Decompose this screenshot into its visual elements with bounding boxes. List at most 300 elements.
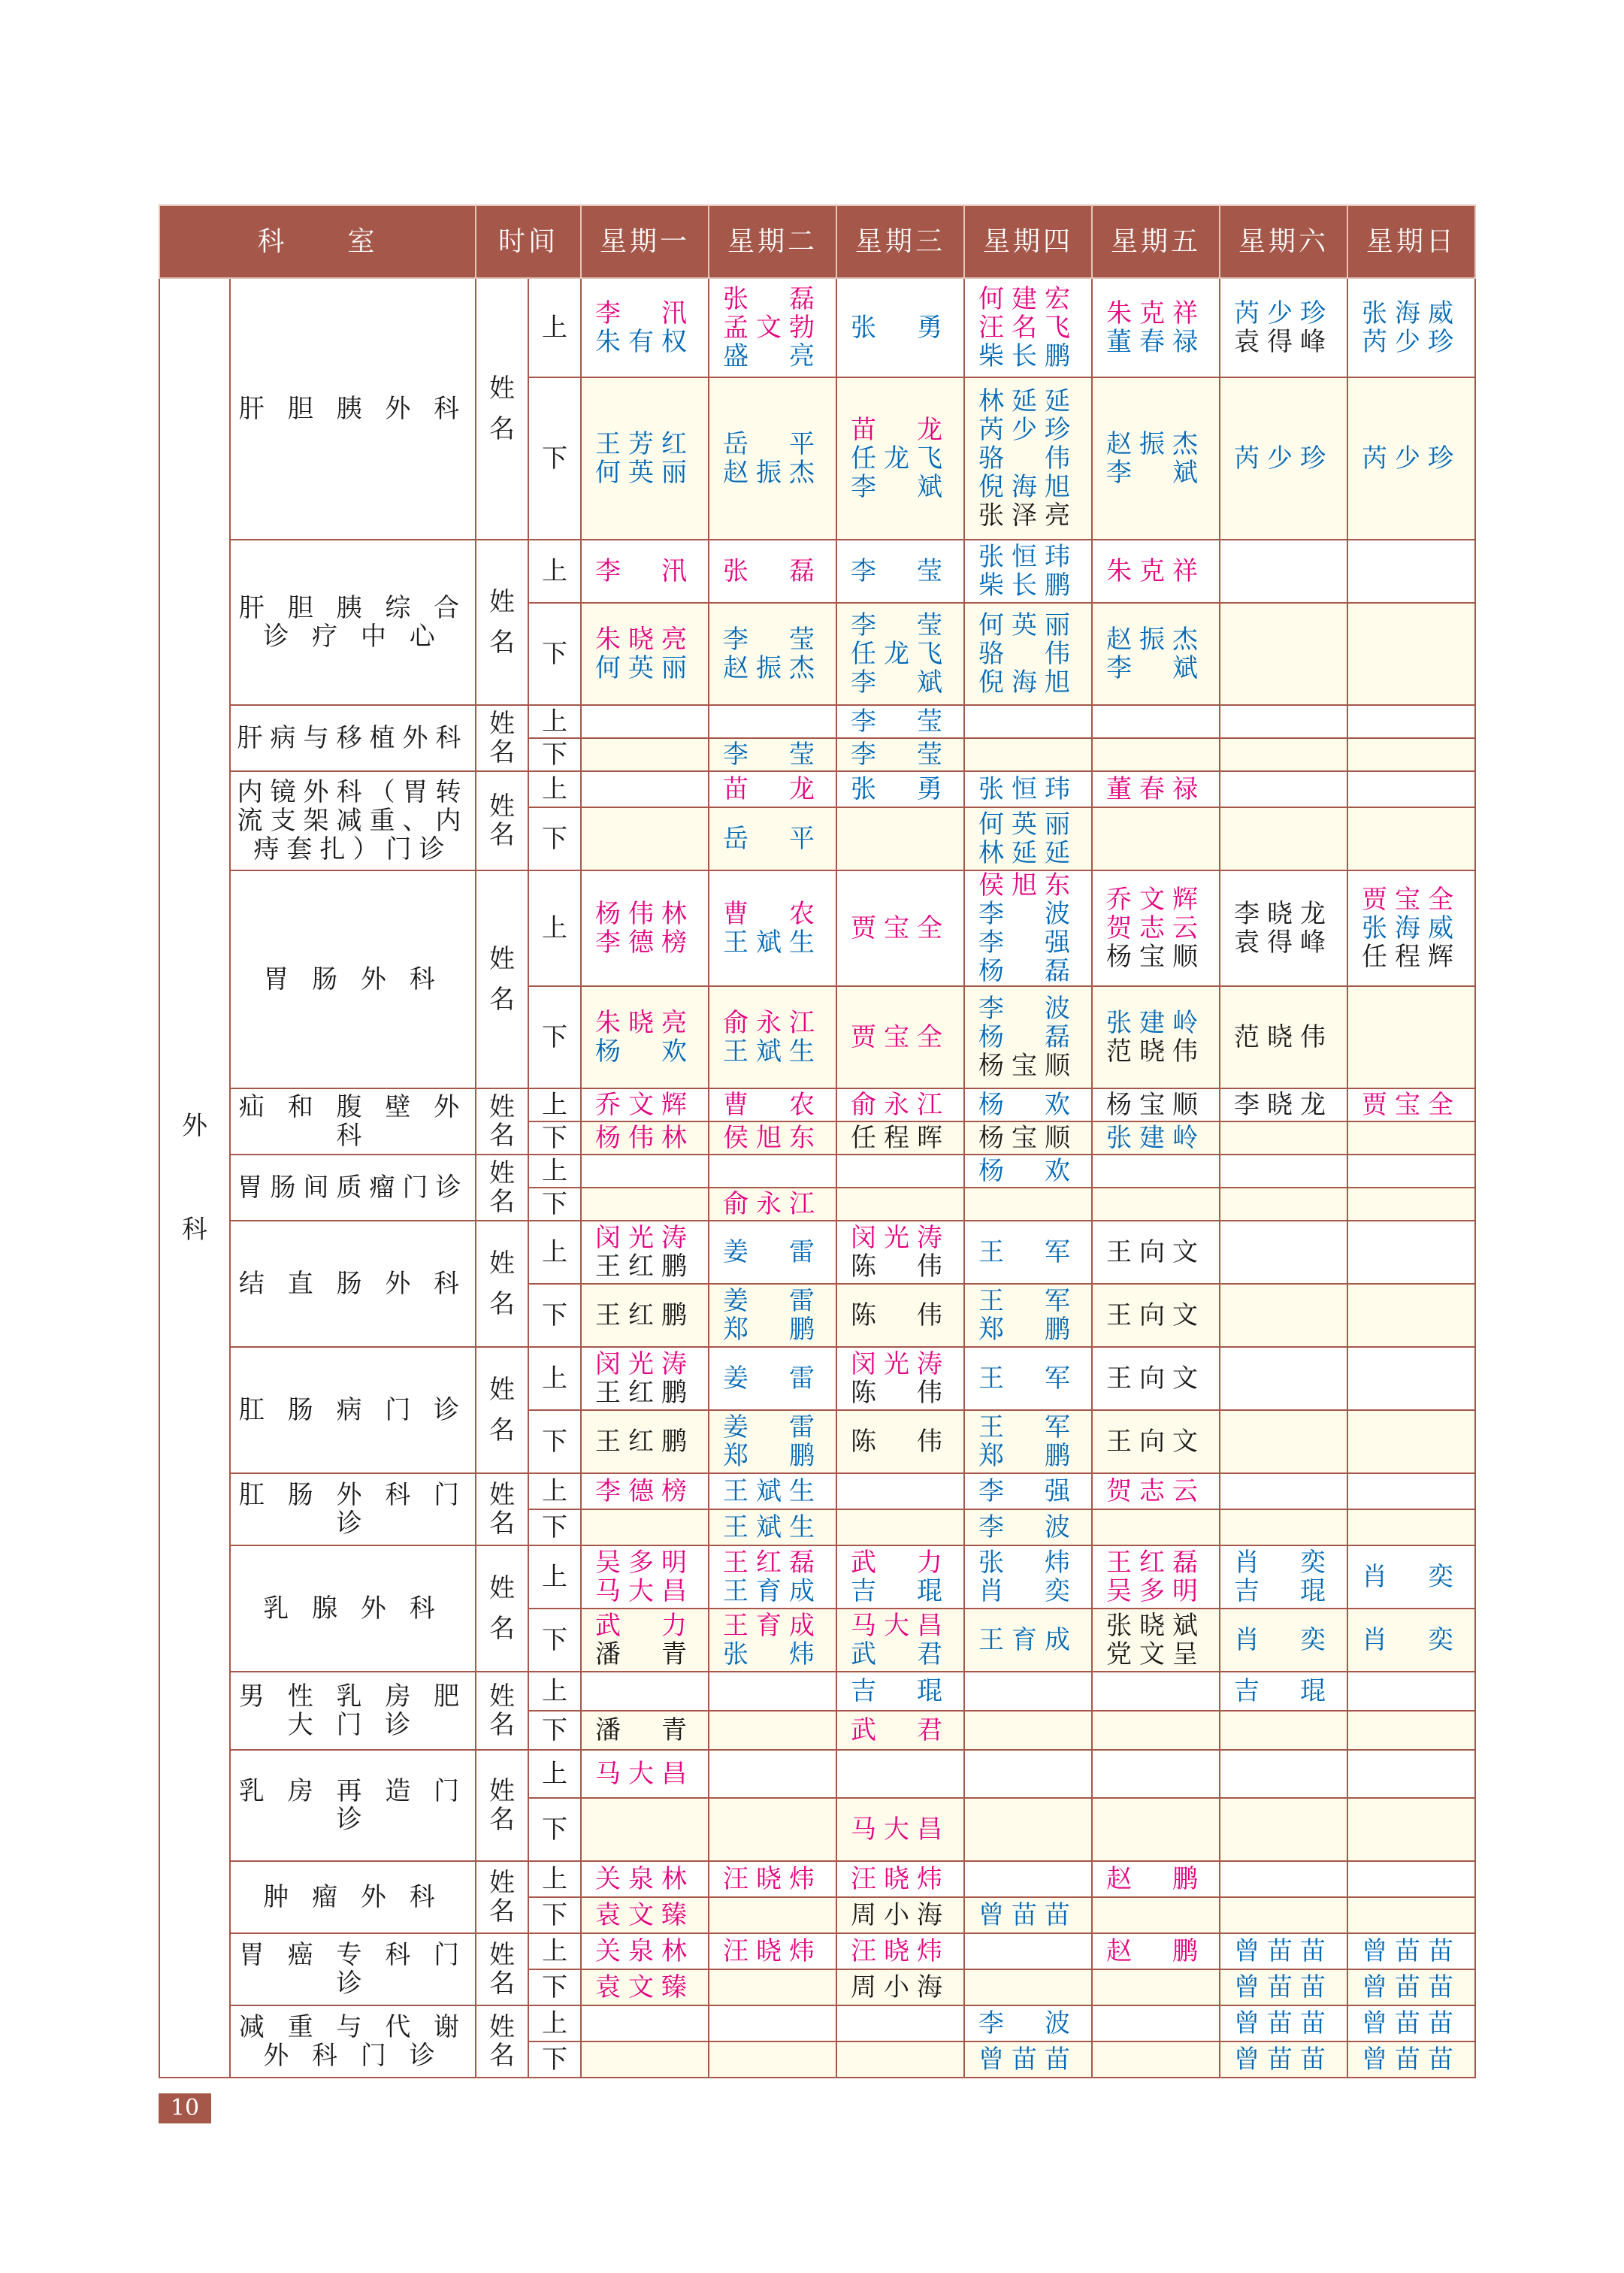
- doctor-cell: [1220, 1473, 1347, 1509]
- doctor-name: 杨伟林: [595, 1123, 695, 1153]
- schedule-row: [159, 1933, 1475, 1969]
- doctor-cell: [964, 738, 1092, 771]
- doctor-name: 王育成: [978, 1625, 1078, 1655]
- doctor-name: 任龙飞: [851, 443, 951, 474]
- doctor-cell: [709, 1969, 836, 2005]
- doctor-name: 董春禄: [1106, 774, 1206, 804]
- doctor-name: 李 斌: [1106, 458, 1206, 488]
- doctor-name: 汪晓炜: [723, 1936, 823, 1966]
- time-slot-pm: 下: [528, 807, 581, 870]
- doctor-name: 袁文臻: [595, 1900, 695, 1930]
- doctor-cell: [1347, 278, 1475, 377]
- schedule-row: [159, 1545, 1475, 1609]
- department-name: 胃肠间质瘤门诊: [230, 1155, 476, 1221]
- name-label-char: 名: [489, 1896, 516, 1926]
- doctor-cell: [1092, 2041, 1220, 2078]
- time-slot-pm: 下: [528, 1798, 581, 1861]
- doctor-name: 何英丽: [978, 810, 1078, 840]
- doctor-name: 芮少珍: [1362, 443, 1462, 474]
- doctor-name: 闵光涛: [851, 1223, 951, 1253]
- department-name: 胃 癌 专 科 门 诊: [230, 1933, 476, 2005]
- doctor-name: 肖 奕: [1362, 1562, 1462, 1592]
- doctor-name: 袁得峰: [1234, 928, 1334, 958]
- time-slot-pm: 下: [528, 1410, 581, 1473]
- doctor-name: 李 莹: [851, 707, 951, 737]
- doctor-cell: [709, 1155, 836, 1188]
- doctor-cell: [709, 540, 836, 603]
- doctor-cell: [1220, 377, 1347, 540]
- doctor-name: 李 莹: [723, 625, 823, 655]
- doctor-cell: [1347, 377, 1475, 540]
- doctor-name: 赵振杰: [1106, 625, 1206, 655]
- doctor-cell: [709, 1473, 836, 1509]
- doctor-name: 杨 欢: [595, 1037, 695, 1067]
- doctor-cell: [836, 1798, 964, 1861]
- doctor-cell: [836, 1155, 964, 1188]
- doctor-cell: [1220, 1155, 1347, 1188]
- doctor-cell: [964, 1410, 1092, 1473]
- doctor-cell: [1347, 540, 1475, 603]
- doctor-cell: [709, 1897, 836, 1933]
- doctor-cell: [964, 540, 1092, 603]
- doctor-name: 王芳红: [595, 429, 695, 459]
- doctor-cell: [1347, 986, 1475, 1088]
- doctor-cell: [836, 1347, 964, 1410]
- doctor-name: 王育成: [723, 1576, 823, 1606]
- doctor-cell: [1092, 2005, 1220, 2041]
- doctor-name: 张 勇: [851, 774, 951, 804]
- name-label-char: 姓: [489, 709, 516, 739]
- doctor-cell: [709, 1221, 836, 1284]
- doctor-cell: [581, 1121, 709, 1155]
- doctor-name: 杨宝顺: [978, 1123, 1078, 1153]
- doctor-cell: [1220, 1798, 1347, 1861]
- schedule-row: [159, 1347, 1475, 1410]
- doctor-name: 芮少珍: [1362, 327, 1462, 357]
- doctor-name: 李 汛: [595, 298, 695, 328]
- doctor-name: 吴多明: [595, 1548, 695, 1578]
- doctor-cell: [836, 986, 964, 1088]
- doctor-name: 汪晓炜: [723, 1864, 823, 1894]
- doctor-cell: [709, 603, 836, 705]
- name-label-char: 姓: [489, 944, 516, 974]
- doctor-cell: [836, 1897, 964, 1933]
- name-label-char: 姓: [489, 1158, 516, 1188]
- doctor-name: 王向文: [1106, 1237, 1206, 1267]
- doctor-cell: [1347, 1155, 1475, 1188]
- doctor-cell: [1347, 705, 1475, 738]
- doctor-name: 潘 青: [595, 1715, 695, 1745]
- doctor-cell: [581, 1897, 709, 1933]
- doctor-name: 李晓龙: [1234, 899, 1334, 929]
- doctor-cell: [709, 1861, 836, 1897]
- doctor-name: 贺志云: [1106, 913, 1206, 943]
- doctor-cell: [581, 2005, 709, 2041]
- doctor-name: 关泉林: [595, 1864, 695, 1894]
- doctor-cell: [964, 807, 1092, 870]
- doctor-cell: [1092, 1672, 1220, 1711]
- doctor-name: 曾苗苗: [1234, 2044, 1334, 2075]
- schedule-row: [159, 540, 1475, 603]
- doctor-cell: [1347, 1897, 1475, 1933]
- doctor-name: 汪名飞: [978, 313, 1078, 343]
- doctor-cell: [836, 1545, 964, 1609]
- doctor-cell: [1347, 771, 1475, 807]
- doctor-cell: [964, 1897, 1092, 1933]
- doctor-name: 杨 欢: [978, 1156, 1078, 1186]
- doctor-cell: [964, 1088, 1092, 1121]
- doctor-cell: [964, 278, 1092, 377]
- time-slot-am: 上: [528, 1933, 581, 1969]
- doctor-cell: [836, 2041, 964, 2078]
- doctor-cell: [581, 1347, 709, 1410]
- doctor-cell: [1092, 1750, 1220, 1798]
- doctor-name: 李 莹: [851, 610, 951, 640]
- doctor-cell: [836, 1933, 964, 1969]
- doctor-name: 姜 雷: [723, 1286, 823, 1316]
- header-day: 星期三: [836, 205, 964, 278]
- name-label-char: 姓: [489, 1681, 516, 1712]
- name-label: [476, 1221, 528, 1347]
- doctor-name: 芮少珍: [1234, 443, 1334, 474]
- doctor-cell: [1220, 1284, 1347, 1347]
- doctor-name: 闵光涛: [595, 1223, 695, 1253]
- doctor-cell: [836, 278, 964, 377]
- doctor-name: 武 君: [851, 1715, 951, 1745]
- doctor-name: 曾苗苗: [978, 2044, 1078, 2075]
- header-time: 时间: [476, 205, 581, 278]
- doctor-name: 潘 青: [595, 1639, 695, 1669]
- name-label: [476, 2005, 528, 2078]
- name-label-char: 名: [489, 1187, 516, 1217]
- schedule-row: [159, 1155, 1475, 1188]
- doctor-name: 张泽亮: [978, 501, 1078, 531]
- doctor-cell: [1347, 2005, 1475, 2041]
- doctor-name: 姜 雷: [723, 1363, 823, 1394]
- doctor-cell: [836, 870, 964, 986]
- doctor-name: 任程晖: [851, 1123, 951, 1153]
- department-name: 乳 腺 外 科: [230, 1545, 476, 1672]
- doctor-name: 王红磊: [723, 1548, 823, 1578]
- doctor-cell: [1220, 1221, 1347, 1284]
- doctor-cell: [709, 377, 836, 540]
- time-slot-pm: 下: [528, 603, 581, 705]
- doctor-name: 范晓伟: [1106, 1037, 1206, 1067]
- schedule-row: [159, 771, 1475, 807]
- doctor-cell: [836, 1410, 964, 1473]
- name-label: [476, 771, 528, 870]
- time-slot-pm: 下: [528, 1609, 581, 1672]
- header-dept: 科 室: [159, 205, 476, 278]
- category-gap: [160, 1140, 229, 1215]
- doctor-name: 柴长鹏: [978, 341, 1078, 371]
- doctor-name: 张 炜: [723, 1639, 823, 1669]
- doctor-name: 王 军: [978, 1412, 1078, 1442]
- name-label-gap: [476, 1278, 528, 1290]
- header-day: 星期二: [709, 205, 836, 278]
- name-label-char: 名: [489, 1969, 516, 1999]
- doctor-name: 柴长鹏: [978, 571, 1078, 601]
- doctor-name: 朱有权: [595, 327, 695, 357]
- doctor-name: 岳 平: [723, 429, 823, 459]
- doctor-cell: [709, 1750, 836, 1798]
- doctor-cell: [1220, 2005, 1347, 2041]
- doctor-cell: [1092, 377, 1220, 540]
- doctor-name: 王斌生: [723, 928, 823, 958]
- doctor-cell: [964, 1672, 1092, 1711]
- doctor-name: 李 波: [978, 994, 1078, 1024]
- name-label-char: 名: [489, 985, 516, 1015]
- doctor-name: 汪晓炜: [851, 1936, 951, 1966]
- doctor-cell: [964, 1798, 1092, 1861]
- doctor-name: 李德榜: [595, 1476, 695, 1506]
- time-slot-am: 上: [528, 1545, 581, 1609]
- doctor-cell: [836, 1861, 964, 1897]
- doctor-name: 张 磊: [723, 284, 823, 314]
- time-slot-pm: 下: [528, 1969, 581, 2005]
- doctor-name: 李 斌: [1106, 653, 1206, 683]
- doctor-cell: [1220, 1410, 1347, 1473]
- doctor-name: 林延延: [978, 386, 1078, 416]
- time-slot-am: 上: [528, 771, 581, 807]
- doctor-cell: [581, 986, 709, 1088]
- doctor-name: 任程辉: [1362, 942, 1462, 972]
- doctor-cell: [581, 1933, 709, 1969]
- doctor-cell: [836, 1711, 964, 1750]
- doctor-name: 芮少珍: [1234, 298, 1334, 328]
- department-name: 肝 胆 胰 外 科: [230, 278, 476, 540]
- time-slot-am: 上: [528, 870, 581, 986]
- doctor-cell: [1220, 771, 1347, 807]
- department-name: 内镜外科（胃转流支架减重、内痔套扎）门诊: [230, 771, 476, 870]
- doctor-cell: [1220, 1609, 1347, 1672]
- doctor-name: 武 君: [851, 1639, 951, 1669]
- doctor-name: 曹 农: [723, 899, 823, 929]
- doctor-name: 王红磊: [1106, 1548, 1206, 1578]
- doctor-name: 王红鹏: [595, 1427, 695, 1457]
- doctor-cell: [964, 603, 1092, 705]
- doctor-name: 姜 雷: [723, 1412, 823, 1442]
- doctor-cell: [836, 1221, 964, 1284]
- name-label-char: 姓: [489, 1940, 516, 1970]
- name-label-char: 名: [489, 1289, 516, 1319]
- doctor-cell: [1347, 1672, 1475, 1711]
- doctor-cell: [1092, 1155, 1220, 1188]
- header-row: [159, 205, 1475, 278]
- doctor-cell: [1347, 1750, 1475, 1798]
- doctor-name: 武 力: [851, 1548, 951, 1578]
- doctor-cell: [581, 278, 709, 377]
- time-slot-pm: 下: [528, 1711, 581, 1750]
- name-label-char: 名: [489, 820, 516, 850]
- doctor-cell: [1220, 1711, 1347, 1750]
- doctor-name: 李晓龙: [1234, 1090, 1334, 1120]
- doctor-cell: [709, 870, 836, 986]
- doctor-cell: [964, 870, 1092, 986]
- doctor-cell: [836, 540, 964, 603]
- doctor-name: 郑 鹏: [723, 1315, 823, 1345]
- doctor-name: 李 汛: [595, 556, 695, 586]
- doctor-cell: [1347, 1711, 1475, 1750]
- name-label-char: 姓: [489, 1573, 516, 1603]
- doctor-name: 郑 鹏: [978, 1315, 1078, 1345]
- doctor-cell: [964, 1347, 1092, 1410]
- doctor-name: 闵光涛: [851, 1349, 951, 1379]
- doctor-name: 贾宝全: [1362, 885, 1462, 915]
- name-label-char: 姓: [489, 587, 516, 617]
- doctor-name: 肖 奕: [1234, 1625, 1334, 1655]
- doctor-name: 张建岭: [1106, 1008, 1206, 1038]
- doctor-name: 曾苗苗: [1362, 1936, 1462, 1966]
- header-day: 星期日: [1347, 205, 1475, 278]
- doctor-cell: [581, 705, 709, 738]
- doctor-name: 袁得峰: [1234, 327, 1334, 357]
- doctor-cell: [1220, 278, 1347, 377]
- doctor-name: 曾苗苗: [1234, 1936, 1334, 1966]
- doctor-cell: [1092, 1969, 1220, 2005]
- doctor-name: 倪海旭: [978, 472, 1078, 502]
- category-char: 外: [182, 1111, 207, 1141]
- doctor-cell: [964, 1473, 1092, 1509]
- doctor-name: 张晓斌: [1106, 1611, 1206, 1641]
- doctor-name: 杨宝顺: [978, 1051, 1078, 1081]
- doctor-name: 骆 伟: [978, 443, 1078, 474]
- doctor-name: 苗 龙: [723, 774, 823, 804]
- doctor-name: 周小海: [851, 1972, 951, 2002]
- doctor-cell: [1347, 2041, 1475, 2078]
- time-slot-pm: 下: [528, 986, 581, 1088]
- schedule-row: [159, 1221, 1475, 1284]
- doctor-name: 吉 琨: [1234, 1676, 1334, 1706]
- doctor-name: 李 斌: [851, 667, 951, 698]
- doctor-name: 杨 磊: [978, 1022, 1078, 1052]
- name-label-char: 姓: [489, 2012, 516, 2042]
- doctor-name: 俞永江: [851, 1090, 951, 1120]
- doctor-cell: [581, 1750, 709, 1798]
- doctor-name: 王斌生: [723, 1476, 823, 1506]
- doctor-cell: [1092, 807, 1220, 870]
- doctor-cell: [581, 2041, 709, 2078]
- doctor-name: 赵振杰: [1106, 429, 1206, 459]
- doctor-cell: [709, 1410, 836, 1473]
- time-slot-pm: 下: [528, 1897, 581, 1933]
- doctor-name: 马大昌: [595, 1576, 695, 1606]
- doctor-name: 张海威: [1362, 913, 1462, 943]
- doctor-cell: [581, 1088, 709, 1121]
- doctor-name: 李 强: [978, 928, 1078, 958]
- doctor-cell: [964, 2005, 1092, 2041]
- doctor-cell: [1220, 705, 1347, 738]
- name-label: [476, 1347, 528, 1473]
- doctor-cell: [581, 1545, 709, 1609]
- header-day: 星期六: [1220, 205, 1347, 278]
- doctor-name: 任龙飞: [851, 639, 951, 669]
- name-label-gap: [476, 616, 528, 628]
- doctor-name: 马大昌: [595, 1759, 695, 1789]
- doctor-cell: [1220, 1861, 1347, 1897]
- schedule-row: [159, 1672, 1475, 1711]
- doctor-cell: [964, 1509, 1092, 1545]
- category-cell: [159, 278, 230, 2078]
- name-label-char: 姓: [489, 1375, 516, 1405]
- doctor-name: 曹 农: [723, 1090, 823, 1120]
- doctor-cell: [1347, 807, 1475, 870]
- doctor-cell: [836, 738, 964, 771]
- doctor-cell: [1092, 1509, 1220, 1545]
- doctor-cell: [1220, 1933, 1347, 1969]
- doctor-cell: [709, 1509, 836, 1545]
- schedule-row: [159, 1750, 1475, 1798]
- doctor-name: 何建宏: [978, 284, 1078, 314]
- time-slot-pm: 下: [528, 377, 581, 540]
- doctor-name: 李 强: [978, 1476, 1078, 1506]
- doctor-name: 董春禄: [1106, 327, 1206, 357]
- doctor-cell: [1092, 705, 1220, 738]
- doctor-cell: [964, 1284, 1092, 1347]
- doctor-cell: [1092, 1088, 1220, 1121]
- doctor-cell: [836, 1121, 964, 1155]
- doctor-name: 杨伟林: [595, 899, 695, 929]
- doctor-cell: [1092, 1609, 1220, 1672]
- name-label: [476, 1088, 528, 1155]
- doctor-name: 张 磊: [723, 556, 823, 586]
- time-slot-am: 上: [528, 1347, 581, 1410]
- time-slot-am: 上: [528, 540, 581, 603]
- doctor-cell: [581, 1188, 709, 1221]
- doctor-cell: [709, 1121, 836, 1155]
- doctor-cell: [581, 1861, 709, 1897]
- doctor-cell: [1347, 1347, 1475, 1410]
- department-name: 肛 肠 外 科 门 诊: [230, 1473, 476, 1545]
- doctor-cell: [1092, 1897, 1220, 1933]
- doctor-name: 王红鹏: [595, 1378, 695, 1408]
- doctor-name: 李 波: [978, 899, 1078, 929]
- schedule-row: [159, 870, 1475, 986]
- doctor-name: 林延延: [978, 838, 1078, 868]
- doctor-name: 曾苗苗: [1234, 2008, 1334, 2038]
- doctor-cell: [1092, 603, 1220, 705]
- name-label: [476, 540, 528, 705]
- doctor-cell: [709, 1933, 836, 1969]
- name-label-char: 名: [489, 414, 516, 444]
- doctor-cell: [836, 705, 964, 738]
- name-label-char: 名: [489, 1509, 516, 1539]
- doctor-cell: [836, 1088, 964, 1121]
- doctor-cell: [1347, 1798, 1475, 1861]
- time-slot-am: 上: [528, 278, 581, 377]
- doctor-name: 王斌生: [723, 1512, 823, 1542]
- doctor-name: 杨宝顺: [1106, 942, 1206, 972]
- doctor-cell: [1347, 1545, 1475, 1609]
- doctor-name: 杨 欢: [978, 1090, 1078, 1120]
- doctor-cell: [581, 603, 709, 705]
- doctor-cell: [1347, 1509, 1475, 1545]
- time-slot-pm: 下: [528, 1509, 581, 1545]
- doctor-cell: [836, 807, 964, 870]
- name-label: [476, 1155, 528, 1221]
- doctor-cell: [836, 377, 964, 540]
- doctor-cell: [1347, 1969, 1475, 2005]
- name-label-gap: [476, 403, 528, 415]
- doctor-name: 吉 琨: [851, 1676, 951, 1706]
- doctor-name: 苗 龙: [851, 415, 951, 445]
- doctor-cell: [1220, 2041, 1347, 2078]
- doctor-cell: [836, 1609, 964, 1672]
- doctor-cell: [964, 1750, 1092, 1798]
- doctor-cell: [964, 1545, 1092, 1609]
- doctor-name: 王红鹏: [595, 1252, 695, 1282]
- doctor-name: 贾宝全: [851, 913, 951, 943]
